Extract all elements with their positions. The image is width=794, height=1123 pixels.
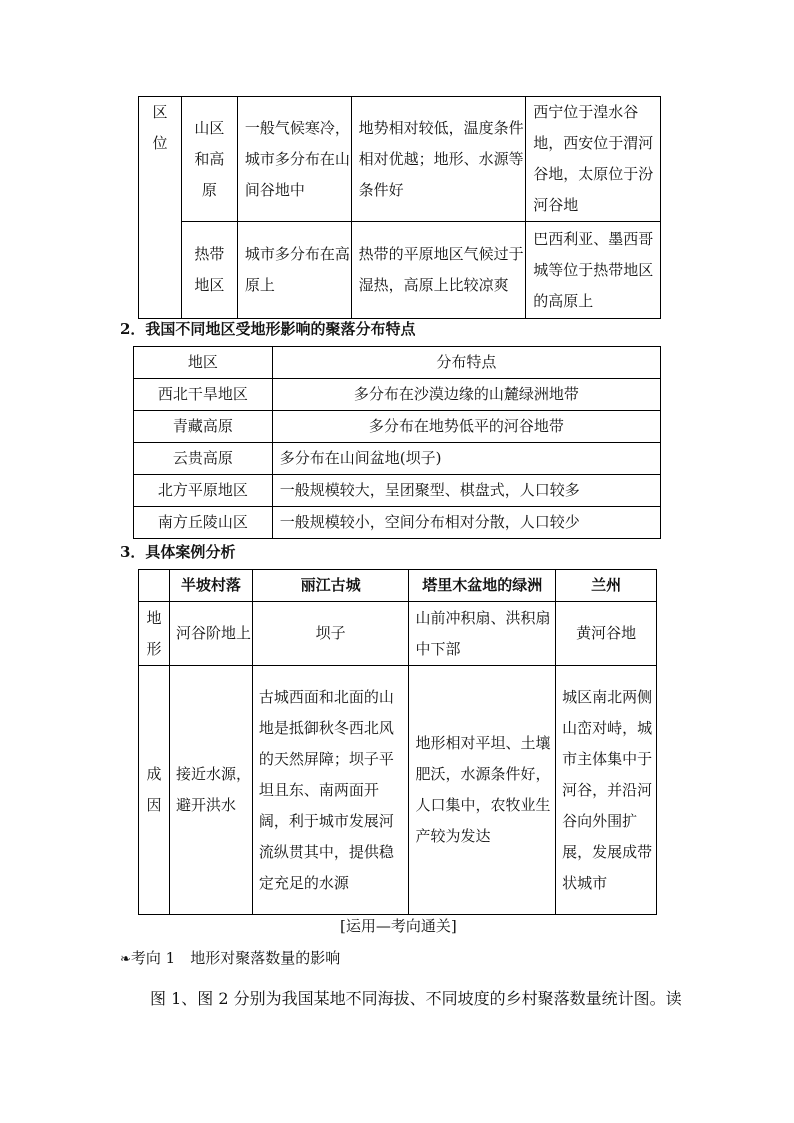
case-analysis-table xyxy=(138,569,657,915)
table-row xyxy=(139,666,657,915)
table-row xyxy=(139,222,661,319)
column-header: 丽江古城 xyxy=(252,570,409,602)
corner-cell xyxy=(139,570,170,602)
terrain-cell: 山前冲积扇、洪积扇中下部 xyxy=(409,602,556,666)
cause-cell: 地形相对平坦、土壤肥沃，水源条件好，人口集中，农牧业生产较为发达 xyxy=(409,666,556,915)
apply-label: [运用—考向通关] xyxy=(340,917,457,935)
cause-cell: 古城西面和北面的山地是抵御秋冬西北风的天然屏障；坝子平坦且东、南两面开阔，利于城市发展河流纵贯其中，提供稳定充足的水源 xyxy=(252,666,409,915)
region-group-cell: 区位 xyxy=(139,97,182,319)
terrain-cell: 河谷阶地上 xyxy=(169,602,252,666)
feature-cell: 多分布在山间盆地(坝子) xyxy=(272,443,660,475)
column-header: 分布特点 xyxy=(272,347,660,379)
region-cell: 南方丘陵山区 xyxy=(134,507,273,539)
region-cell: 西北干旱地区 xyxy=(134,379,273,411)
table-row xyxy=(134,379,661,411)
cause-cell: 城区南北两侧山峦对峙，城市主体集中于河谷，并沿河谷向外围扩展，发展成带状城市 xyxy=(556,666,657,915)
terrain-cell: 山区和高原 xyxy=(181,97,237,222)
feature-cell: 一般规模较大，呈团聚型、棋盘式，人口较多 xyxy=(272,475,660,507)
features-cell: 一般气候寒冷，城市多分布在山间谷地中 xyxy=(237,97,351,222)
terrain-cell: 热带地区 xyxy=(181,222,237,319)
section-heading: 2．我国不同地区受地形影响的聚落分布特点 xyxy=(120,320,416,338)
settlement-distribution-table xyxy=(133,346,661,539)
section-heading: 3．具体案例分析 xyxy=(120,543,236,561)
body-paragraph: 图 1、图 2 分别为我国某地不同海拔、不同坡度的乡村聚落数量统计图。读 xyxy=(150,989,682,1008)
direction-heading: ❧考向 1 地形对聚落数量的影响 xyxy=(120,949,341,967)
column-header: 兰州 xyxy=(556,570,657,602)
column-header: 塔里木盆地的绿洲 xyxy=(409,570,556,602)
feature-cell: 一般规模较小，空间分布相对分散，人口较少 xyxy=(272,507,660,539)
terrain-cell: 坝子 xyxy=(252,602,409,666)
row-label: 地形 xyxy=(139,602,170,666)
column-header: 半坡村落 xyxy=(169,570,252,602)
cause-cell: 接近水源，避开洪水 xyxy=(169,666,252,915)
table-row xyxy=(139,602,657,666)
region-cell: 青藏高原 xyxy=(134,411,273,443)
table-header-row xyxy=(134,347,661,379)
row-label: 成因 xyxy=(139,666,170,915)
table-row xyxy=(134,475,661,507)
table-row xyxy=(134,507,661,539)
table-row xyxy=(134,411,661,443)
table-header-row xyxy=(139,570,657,602)
terrain-cell: 黄河谷地 xyxy=(556,602,657,666)
examples-cell: 巴西利亚、墨西哥城等位于热带地区的高原上 xyxy=(526,222,661,319)
region-cell: 云贵高原 xyxy=(134,443,273,475)
region-cell: 北方平原地区 xyxy=(134,475,273,507)
reason-cell: 地势相对较低，温度条件相对优越；地形、水源等条件好 xyxy=(351,97,526,222)
features-cell: 城市多分布在高原上 xyxy=(237,222,351,319)
terrain-city-table xyxy=(138,96,661,319)
examples-cell: 西宁位于湟水谷地，西安位于渭河谷地，太原位于汾河谷地 xyxy=(526,97,661,222)
direction-icon: ❧ xyxy=(120,952,131,967)
table-row xyxy=(134,443,661,475)
feature-cell: 多分布在沙漠边缘的山麓绿洲地带 xyxy=(272,379,660,411)
feature-cell: 多分布在地势低平的河谷地带 xyxy=(272,411,660,443)
table-row xyxy=(139,97,661,222)
column-header: 地区 xyxy=(134,347,273,379)
reason-cell: 热带的平原地区气候过于湿热，高原上比较凉爽 xyxy=(351,222,526,319)
